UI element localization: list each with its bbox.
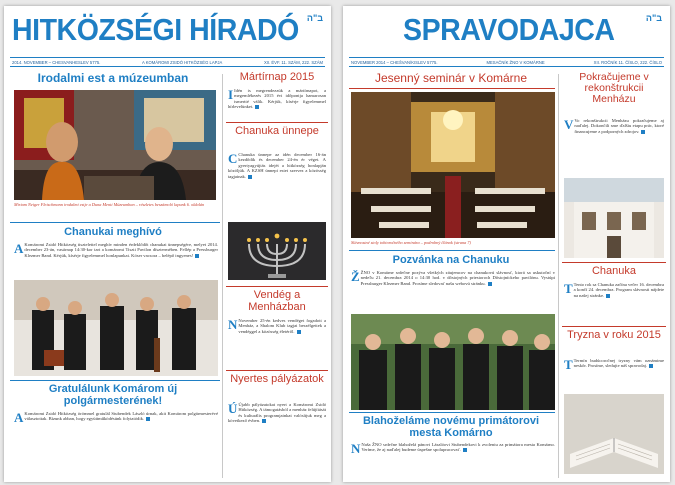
seminar-hall-photo [351, 92, 555, 238]
masthead-right: SPRAVODAJCA [403, 12, 615, 47]
grants-body: Újabb pályázatokat nyert a Komáromi Zsidó Hitközség. A támogatásból a menház felújítását és kulturális programjainkat valósítjuk meg a következő évben. [228, 402, 326, 424]
mayor-congrats-body: Komáromi Zsidó Hitközség örömmel gratulál Stubendek László úrnak, akit Komárom polgármesterévé választottak. Bízunk abban, hogy együttműködésünk folytatódik. [24, 411, 218, 422]
hanukkah-sk-headline: Chanuka [591, 265, 637, 277]
hanukkah-feast-text [228, 152, 326, 179]
end-mark [297, 330, 301, 334]
issue-bar-left [10, 57, 325, 67]
hanukkah-feast-body: Chanuka ünnepe az idén december 16-án kezdődik és december 24-én ér véget. A gyertyagyújtás idejét a hitközség honlapján közöljük. A KZSH ünnepi estet szervez a közösség tagjainak. [228, 152, 326, 179]
drop-cap: I [228, 87, 234, 102]
drop-cap: A [14, 410, 24, 425]
main-photo-caption: Miriam Neiger Fleischmann irodalmi estje a Duna Menti Múzeumban – részletes beszámoló lapunk 6. oldalán [14, 202, 205, 207]
end-mark [641, 130, 645, 134]
drop-cap: C [228, 151, 238, 166]
end-mark [195, 254, 199, 258]
hanukkah-invite-text [14, 242, 218, 258]
hanukkah-invite-body: Komáromi Zsidó Hitközség tisztelettel meghív minden érdeklődőt chanukai ünnepségére, melyet 2014. december 23-án, vasárnap 14:30-kor tart a komáromi Tiszti Pavilon dísztermében. Fellép a Pressburger Klezmer Band. Kérjük, kísérje figyelemmel honlapunkat. Kóser vacsora – belépő ingyenes! [24, 242, 218, 258]
drop-cap: N [228, 317, 238, 332]
issue-date: 2014. NOVEMBER – CHESVANHESLEV 5775. [12, 59, 101, 65]
hanukkah-invite-headline: Chanukai meghívó [64, 226, 162, 238]
section-rule [10, 380, 220, 381]
seminar-headline: Jesenný seminár v Komárne [374, 71, 528, 85]
column-divider [558, 74, 559, 478]
guest-text [228, 318, 326, 334]
end-mark [463, 448, 467, 452]
martyr-day-text [228, 88, 326, 110]
martyr-day-headline: Mártírnap 2015 [239, 71, 315, 83]
drop-cap: Ž [351, 269, 360, 284]
band-sk-photo [351, 314, 555, 410]
issue-bar-right [349, 57, 664, 67]
end-mark [649, 364, 653, 368]
reconstruction-headline: Pokračujeme v rekonštrukcii Menházu [579, 71, 649, 106]
bh-mark-left: ב"ה [306, 13, 323, 23]
reconstruction-text [564, 118, 664, 134]
memorial-text [564, 358, 664, 370]
drop-cap: V [564, 117, 574, 132]
drop-cap: N [351, 441, 361, 456]
end-mark [606, 294, 610, 298]
drop-cap: Ú [228, 401, 238, 416]
issue-publisher: MESAČNÍK ŽNO V KOMÁRNE [486, 59, 545, 65]
drop-cap: T [564, 281, 573, 296]
end-mark [255, 105, 259, 109]
drop-cap: T [564, 357, 573, 372]
memorial-headline: Tryzna v roku 2015 [567, 329, 661, 341]
memorial-body: Termín budúcoročnej tryzny vám oznámime neskôr. Prosíme, sledujte náš spravodaj. [573, 358, 664, 369]
guest-body: November 25-én kedves vendéget fogadott a Menház, a Shalom Klub tagjai beszélgettek a vendéggel a közösség életéről. [238, 318, 326, 334]
issue-publisher: A KOMÁROMI ZSIDÓ HITKÖZSÉG LAPJA [142, 59, 223, 65]
reconstruction-body: Vo rekonštrukcii Menházu pokračujeme aj naďalej. Dokončili sme ďalšiu etapu prác, ktoré financujeme z podporných zdrojov. [574, 118, 664, 134]
end-mark [146, 417, 150, 421]
drop-cap: A [14, 241, 24, 256]
guest-headline: Vendég a Menházban [248, 289, 306, 313]
end-mark [488, 282, 492, 286]
hanukkah-feast-headline: Chanuka ünnepe [235, 125, 319, 137]
sidebar-rule [226, 370, 328, 371]
masthead-left: HITKÖZSÉGI HÍRADÓ [12, 12, 299, 47]
grants-headline: Nyertes pályázatok [230, 373, 324, 385]
end-mark [262, 419, 266, 423]
seminar-photo-caption: Slávnostné stoly tohtoročného seminára – podrobný článok (strana 7) [351, 240, 471, 245]
hanukkah-sk-text [564, 282, 664, 298]
issue-number: XII. ROČNÍK 11. ČÍSLO, 222. ČÍSLO [593, 59, 662, 65]
hungarian-page [4, 6, 331, 482]
literary-evening-photo [14, 90, 216, 200]
section-rule [10, 222, 220, 223]
mayor-sk-body: Naša ŽNO srdečne blahoželá pánovi Lászlóovi Stubendekovi k zvoleniu za primátora mesta Komárno. Veríme, že aj naďalej budeme úspešne spolupracovať. [361, 442, 555, 453]
sidebar-rule [226, 286, 328, 287]
hanukkah-invite-sk-text [351, 270, 555, 286]
mayor-sk-text [351, 442, 555, 454]
mayor-sk-headline: Blahoželáme novému primátorovi mesta Komárno [362, 415, 540, 439]
memorial-book-photo [564, 394, 664, 474]
menhaz-building-photo [564, 178, 664, 258]
main-headline: Irodalmi est a múzeumban [37, 71, 189, 85]
hanukkah-invite-sk-body: ŽNO v Komárne srdečne pozýva všetkých záujemcov na chanukovú slávnosť, ktorá sa uskutoční v nedeľu 21. decembra 2014 o 14:30 hod. v dôstojných priestoroch Dôstojníckeho pavilónu. Vystúpi Pressburger Klezmer Band. Prosíme sledovať našu webovú stránku. [360, 270, 555, 286]
menorah-photo [228, 222, 326, 280]
sidebar-rule [562, 326, 666, 327]
headline-rule [349, 88, 555, 89]
section-rule [349, 412, 555, 413]
grants-text [228, 402, 326, 424]
issue-date: NOVEMBER 2014 – CHEŠVAN/KISLEV 5775. [351, 59, 438, 65]
hanukkah-invite-sk-headline: Pozvánka na Chanuku [392, 254, 510, 266]
slovak-page [343, 6, 670, 482]
hanukkah-sk-body: Tento rok sa Chanuka začína večer 16. decembra a končí 24. decembra. Program slávnosti nájdete na našej stránke. [573, 282, 664, 298]
sidebar-rule [226, 122, 328, 123]
klezmer-band-photo [14, 280, 218, 376]
column-divider [222, 74, 223, 478]
mayor-congrats-headline: Gratulálunk Komárom új polgármesterének! [48, 383, 178, 407]
martyr-day-body: Idén is megrendezzük a mártírnapot, a megemlékezés 2015 évi időpontja hamarosan ismertté válik. Kérjük, kísérje figyelemmel hírlevelünket. [228, 88, 326, 110]
issue-number: XII. ÉVF. 11. SZÁM, 222. SZÁM [263, 59, 323, 65]
mayor-congrats-text [14, 411, 218, 423]
end-mark [248, 175, 252, 179]
bh-mark-right: ב"ה [645, 13, 662, 23]
sidebar-rule [562, 262, 666, 263]
section-rule [349, 250, 555, 251]
